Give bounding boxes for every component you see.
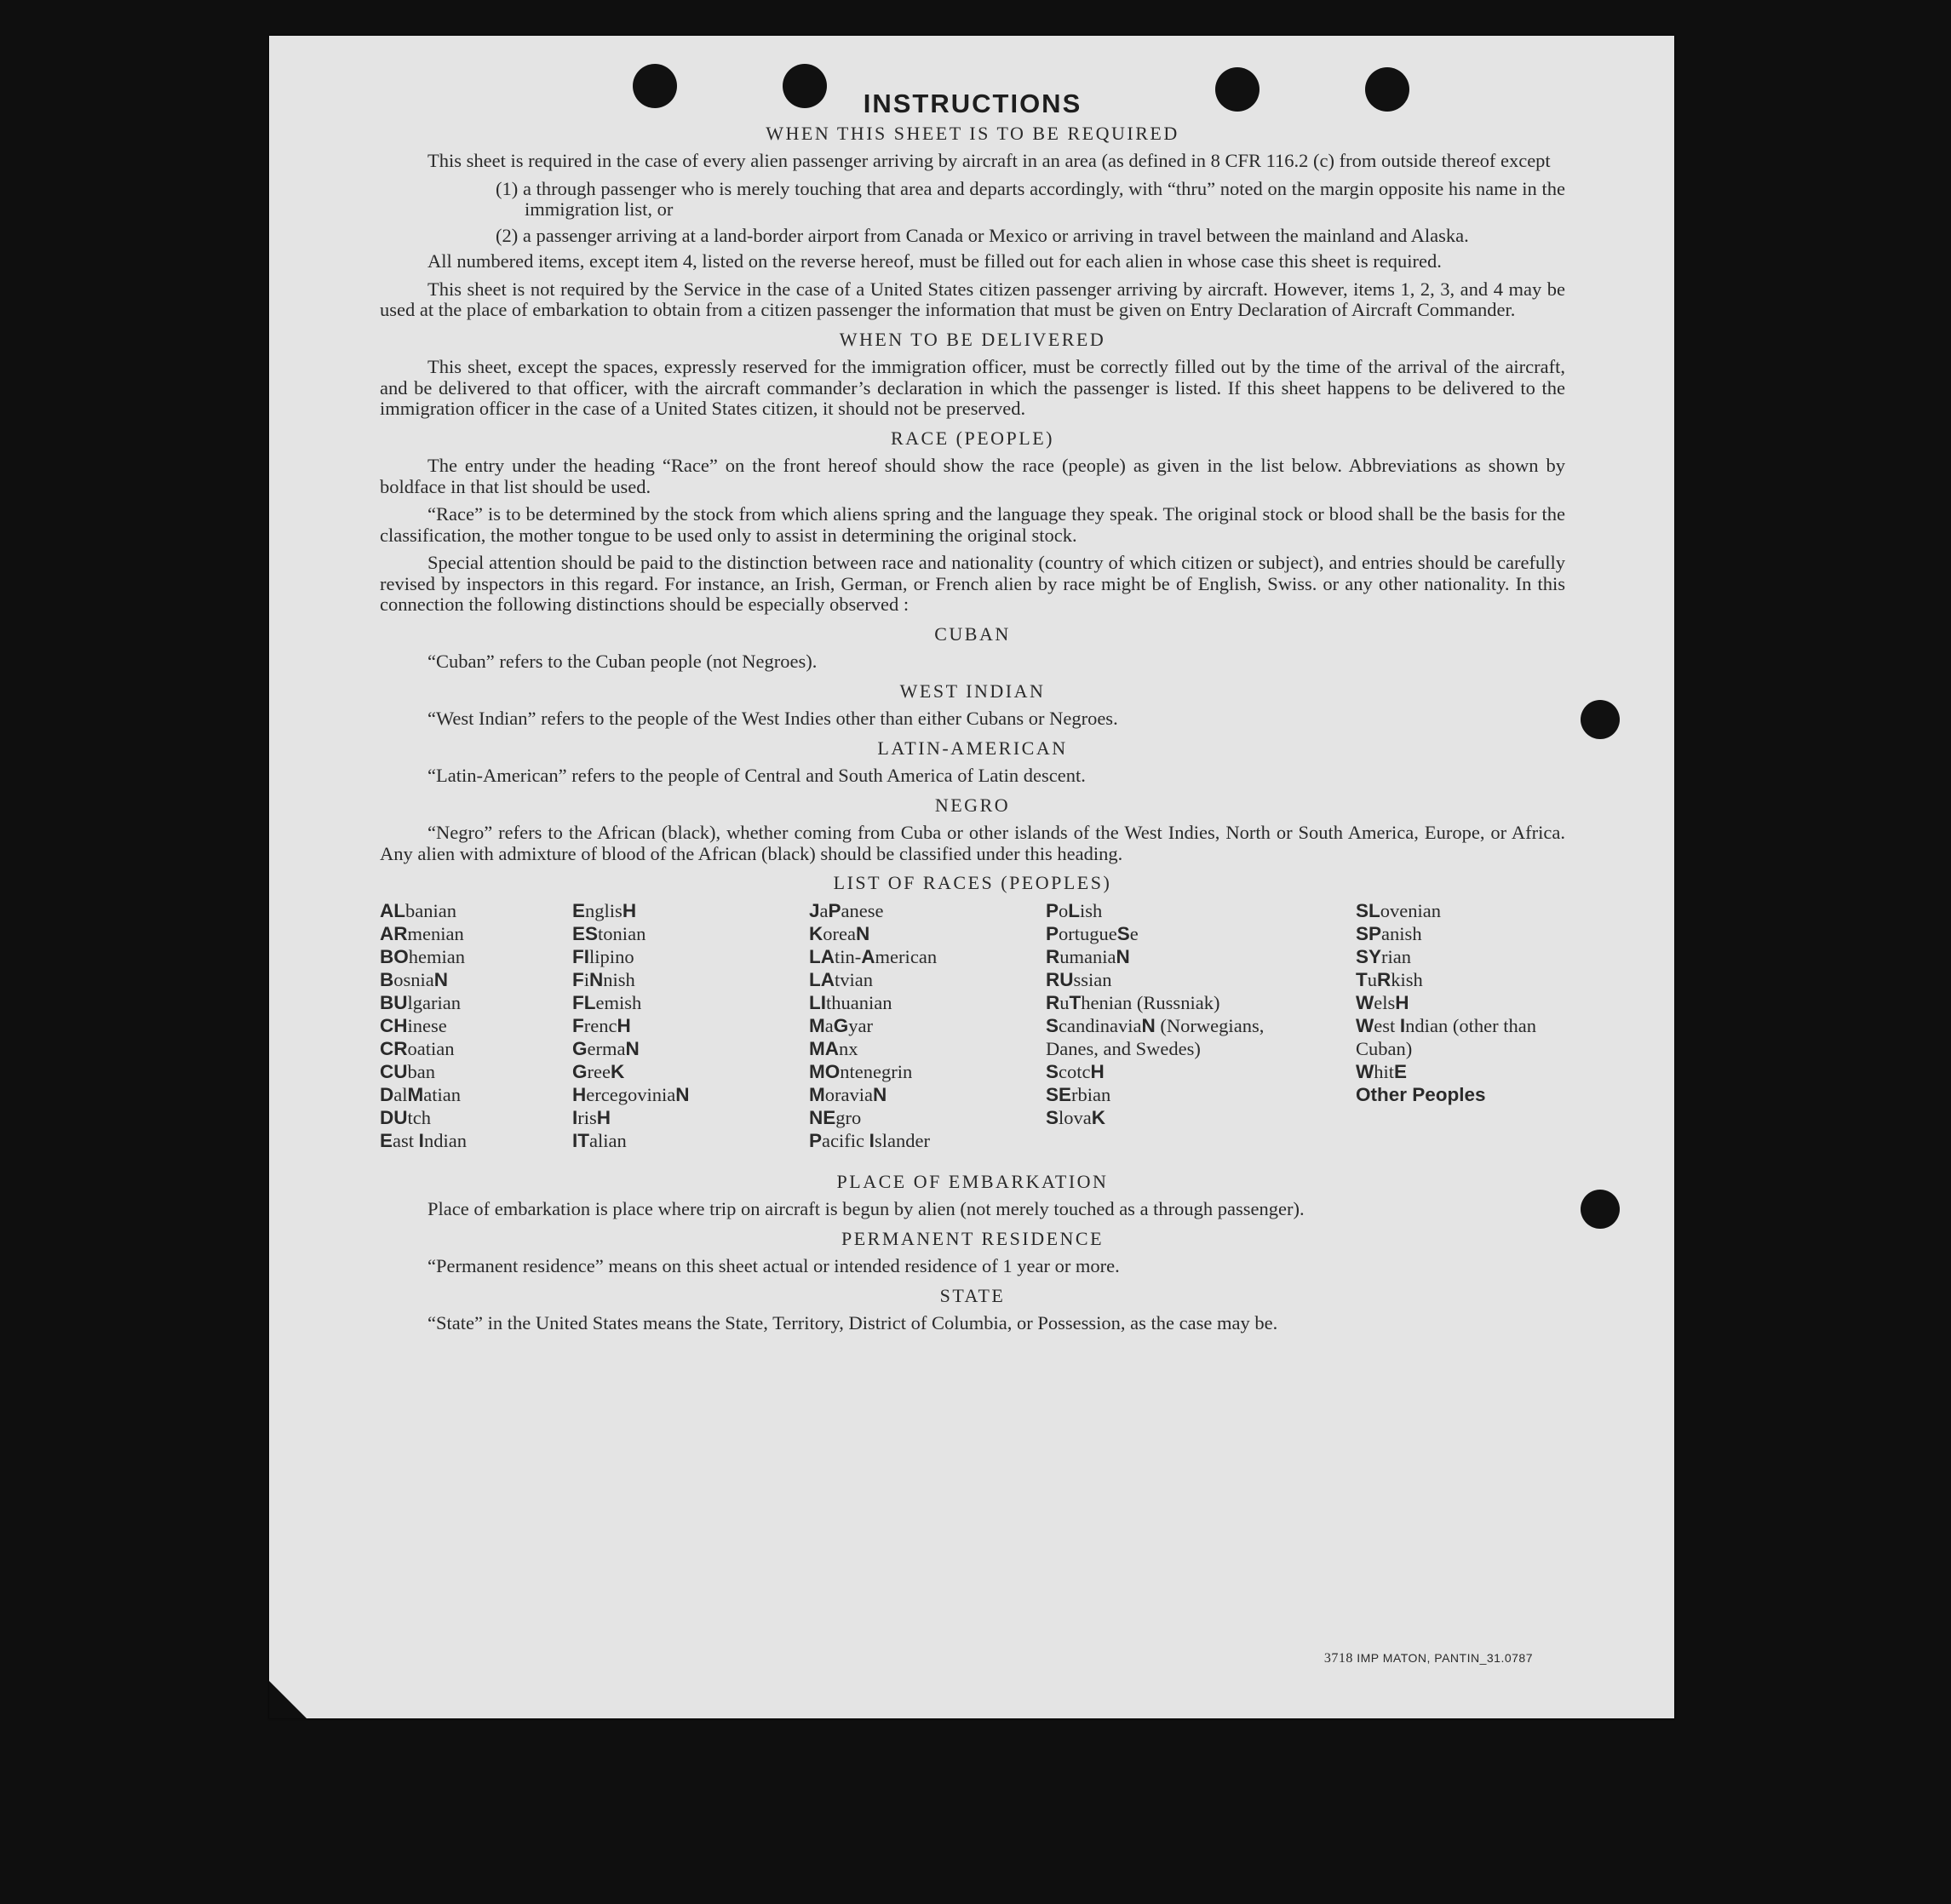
race-paragraph-2: “Race” is to be determined by the stock from which aliens spring and the language they speak. The original stock or blood shall be the basis for the classification, the mother tongue to be used only to assist in determining the original stock. xyxy=(380,503,1565,546)
race-entry: East Indian xyxy=(380,1129,467,1151)
negro-paragraph: “Negro” refers to the African (black), whether coming from Cuba or other islands of the West Indies, North or South America, Europe, or Africa. Any alien with admixture of blood of the African (black) should be classified under this heading. xyxy=(380,822,1565,864)
cuban-paragraph: “Cuban” refers to the Cuban people (not Negroes). xyxy=(427,651,818,672)
race-entry: CRoatian xyxy=(380,1037,455,1059)
race-entry: ARmenian xyxy=(380,922,464,944)
punch-hole xyxy=(1581,1190,1620,1229)
citizen-paragraph: This sheet is not required by the Service in the case of a United States citizen passenger arriving by aircraft. However, items 1, 2, 3, and 4 may be used at the place of embarkation to obtain from a citizen passenger the information that must be given on Entry Declaration of Aircraft Commander. xyxy=(380,278,1565,320)
race-entry: SPanish xyxy=(1356,922,1422,944)
west-indian-paragraph: “West Indian” refers to the people of the West Indies other than either Cubans or Negroes. xyxy=(427,708,1118,729)
section-heading-delivered: WHEN TO BE DELIVERED xyxy=(839,328,1106,350)
race-entry: SlovaK xyxy=(1046,1106,1106,1128)
races-column-2 xyxy=(572,899,794,1152)
race-entry: EnglisH xyxy=(572,899,637,921)
races-column-4 xyxy=(1046,899,1301,1129)
race-entry: MAnx xyxy=(809,1037,858,1059)
section-heading-residence: PERMANENT RESIDENCE xyxy=(841,1227,1105,1249)
race-entry: KoreaN xyxy=(809,922,870,944)
race-entry: SLovenian xyxy=(1356,899,1442,921)
cut-corner xyxy=(269,1681,307,1718)
document-sheet xyxy=(269,36,1674,1718)
race-entry: HercegoviniaN xyxy=(572,1083,690,1105)
race-entry: BosniaN xyxy=(380,968,449,990)
race-entry: MaGyar xyxy=(809,1014,874,1036)
punch-hole xyxy=(1581,700,1620,739)
race-entry: Pacific Islander xyxy=(809,1129,930,1151)
race-entry: SYrian xyxy=(1356,945,1412,967)
race-entry: ScandinaviaN (Norwegians, Danes, and Swedes) xyxy=(1046,1014,1265,1059)
race-entry: RuThenian (Russniak) xyxy=(1046,991,1220,1013)
exception-2: (2) a passenger arriving at a land-border airport from Canada or Mexico or arriving in travel between the mainland and Alaska. xyxy=(496,224,1469,246)
section-heading-required: WHEN THIS SHEET IS TO BE REQUIRED xyxy=(766,122,1179,144)
race-entry: RUssian xyxy=(1046,968,1112,990)
race-entry: FiNnish xyxy=(572,968,635,990)
instructions-content xyxy=(380,89,1565,1341)
race-entry: FIlipino xyxy=(572,945,634,967)
races-column-1 xyxy=(380,899,559,1152)
delivered-paragraph: This sheet, except the spaces, expressly reserved for the immigration officer, must be correctly filled out by the time of the arrival of the aircraft, and be delivered to that officer, with the aircraft commander’s declaration in which the passenger is listed. If this sheet happens to be delivered to the immigration officer in the case of a United States citizen, it should not be preserved. xyxy=(380,356,1565,419)
section-heading-west-indian: WEST INDIAN xyxy=(899,680,1046,702)
embarkation-paragraph: Place of embarkation is place where trip on aircraft is begun by alien (not merely touched as a through passenger). xyxy=(427,1198,1305,1219)
race-entry: NEgro xyxy=(809,1106,862,1128)
race-entry: PortugueSe xyxy=(1046,922,1139,944)
race-entry: PoLish xyxy=(1046,899,1103,921)
race-entry: BUlgarian xyxy=(380,991,462,1013)
printer-footer xyxy=(1324,1651,1533,1666)
race-entry: ALbanian xyxy=(380,899,457,921)
section-heading-negro: NEGRO xyxy=(934,794,1011,816)
section-heading-embarkation: PLACE OF EMBARKATION xyxy=(836,1170,1109,1192)
race-entry: WelsH xyxy=(1356,991,1409,1013)
races-list xyxy=(380,899,1565,1163)
state-paragraph: “State” in the United States means the State, Territory, District of Columbia, or Possession, as the case may be. xyxy=(427,1312,1278,1333)
races-column-3 xyxy=(809,899,1030,1152)
race-entry: BOhemian xyxy=(380,945,466,967)
race-entry: RumaniaN xyxy=(1046,945,1130,967)
race-entry: ScotcH xyxy=(1046,1060,1105,1082)
race-entry: TuRkish xyxy=(1356,968,1423,990)
race-entry: MOntenegrin xyxy=(809,1060,913,1082)
race-entry: JaPanese xyxy=(809,899,884,921)
race-entry: SErbian xyxy=(1046,1083,1111,1105)
race-entry: WhitE xyxy=(1356,1060,1408,1082)
exception-1: (1) a through passenger who is merely touching that area and departs accordingly, with “thru” noted on the margin opposite his name in the immigration list, or xyxy=(496,177,1565,220)
required-intro: This sheet is required in the case of every alien passenger arriving by aircraft in an area (as defined in 8 CFR 116.2 (c) from outside thereof except xyxy=(427,150,1551,171)
race-entry: LAtvian xyxy=(809,968,874,990)
race-entry: FrencH xyxy=(572,1014,631,1036)
page-title: INSTRUCTIONS xyxy=(863,89,1082,118)
form-number: 3718 xyxy=(1323,1651,1353,1666)
race-entry: GreeK xyxy=(572,1060,625,1082)
races-column-5 xyxy=(1356,899,1565,1106)
race-entry: FLemish xyxy=(572,991,642,1013)
race-entry: West Indian (other than Cuban) xyxy=(1356,1014,1536,1059)
race-entry: IrisH xyxy=(572,1106,611,1128)
residence-paragraph: “Permanent residence” means on this sheet actual or intended residence of 1 year or more. xyxy=(427,1255,1120,1276)
race-entry: MoraviaN xyxy=(809,1083,887,1105)
race-entry-other-peoples: Other Peoples xyxy=(1356,1083,1486,1105)
race-entry: DUtch xyxy=(380,1106,432,1128)
race-entry: LIthuanian xyxy=(809,991,892,1013)
section-heading-state: STATE xyxy=(939,1284,1006,1306)
numbered-items-paragraph: All numbered items, except item 4, listed on the reverse hereof, must be filled out for each alien in whose case this sheet is required. xyxy=(427,250,1442,272)
race-entry: LAtin-American xyxy=(809,945,938,967)
race-entry: CUban xyxy=(380,1060,435,1082)
section-heading-latin-american: LATIN-AMERICAN xyxy=(877,737,1068,759)
section-heading-cuban: CUBAN xyxy=(934,622,1011,645)
race-entry: GermaN xyxy=(572,1037,640,1059)
latin-american-paragraph: “Latin-American” refers to the people of Central and South America of Latin descent. xyxy=(427,765,1086,786)
race-entry: DalMatian xyxy=(380,1083,462,1105)
section-heading-list-of-races: LIST OF RACES (PEOPLES) xyxy=(833,872,1112,893)
race-entry: EStonian xyxy=(572,922,646,944)
race-paragraph-1: The entry under the heading “Race” on the front hereof should show the race (people) as given in the list below. Abbreviations as shown by boldface in that list should be used. xyxy=(380,455,1565,497)
section-heading-race: RACE (PEOPLE) xyxy=(891,427,1054,449)
race-entry: ITalian xyxy=(572,1129,627,1151)
printer-imprint: IMP MATON, PANTIN_31.0787 xyxy=(1357,1651,1533,1665)
race-paragraph-3: Special attention should be paid to the distinction between race and nationality (country of which citizen or subject), and entries should be carefully revised by inspectors in this regard. For instance, an Irish, German, or French alien by race might be of English, Swiss. or any other nationality. In this connection the following distinctions should be especially observed : xyxy=(380,552,1565,615)
race-entry: CHinese xyxy=(380,1014,447,1036)
